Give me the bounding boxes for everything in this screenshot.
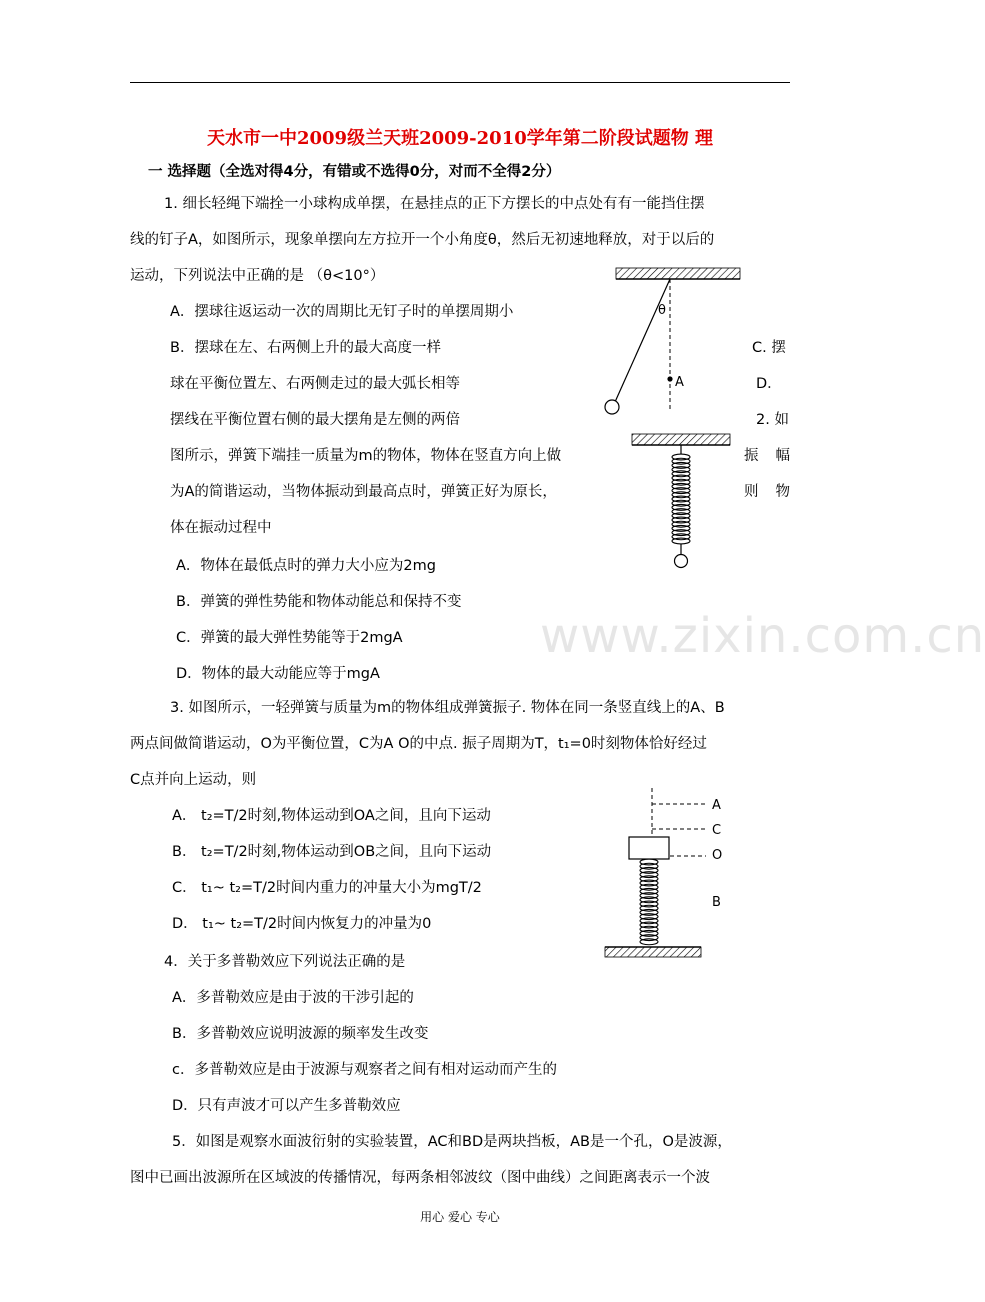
oscillator-block xyxy=(629,837,669,859)
q3-line3: C点并向上运动，则 xyxy=(130,772,257,788)
q3-line1: 3. 如图所示，一轻弹簧与质量为m的物体组成弹簧振子. 物体在同一条竖直线上的A、B xyxy=(170,700,725,716)
spring-coil xyxy=(640,859,658,945)
spring-loop xyxy=(640,939,658,945)
q2-head: 2. 如 xyxy=(756,412,789,428)
q3-line2: 两点间做简谐运动，O为平衡位置，C为A O的中点. 振子周期为T，t₁=0时刻物体恰好经过 xyxy=(130,736,707,752)
section-heading: 一 选择题（全选对得4分，有错或不选得0分，对而不全得2分） xyxy=(148,164,561,180)
pendulum-string xyxy=(615,279,670,402)
pendulum-figure xyxy=(600,262,750,422)
spring-oscillator-figure xyxy=(600,786,740,966)
ceiling-hatch xyxy=(632,434,730,445)
hanging-spring-figure xyxy=(628,432,738,572)
q5-line1: 5．如图是观察水面波衍射的实验装置，AC和BD是两块挡板，AB是一个孔，O是波源， xyxy=(172,1134,732,1150)
q3-option-d: D． t₁~ t₂=T/2时间内恢复力的冲量为0 xyxy=(172,916,432,932)
q2-line1-tail: 振幅 xyxy=(744,448,790,464)
watermark: www.zixin.com.cn xyxy=(540,608,985,664)
q4-line1: 4．关于多普勒效应下列说法正确的是 xyxy=(164,954,406,970)
q3-option-a: A． t₂=T/2时刻,物体运动到OA之间，且向下运动 xyxy=(172,808,491,824)
exam-title: 天水市一中2009级兰天班2009-2010学年第二阶段试题物 理 xyxy=(206,128,714,149)
q2-line2-tail: 则物 xyxy=(744,484,790,500)
level-a-label: A xyxy=(712,798,721,813)
hanging-mass xyxy=(675,555,688,568)
nail-point xyxy=(667,376,672,381)
q3-option-c: C． t₁~ t₂=T/2时间内重力的冲量大小为mgT/2 xyxy=(172,880,482,896)
q1-option-d-tail: 摆线在平衡位置右侧的最大摆角是左侧的两倍 xyxy=(170,412,460,428)
q2-option-b: B．弹簧的弹性势能和物体动能总和保持不变 xyxy=(176,594,462,610)
q1-line3: 运动，下列说法中正确的是 （θ<10°） xyxy=(130,268,385,284)
q4-option-c: c．多普勒效应是由于波源与观察者之间有相对运动而产生的 xyxy=(172,1062,557,1078)
level-c-label: C xyxy=(712,823,722,838)
pendulum-bob xyxy=(605,400,619,414)
nail-label: A xyxy=(675,375,684,390)
header-rule xyxy=(130,82,790,83)
page-footer: 用心 爱心 专心 xyxy=(420,1210,500,1224)
q1-option-c-head: C. 摆 xyxy=(752,340,786,356)
q2-line1: 图所示，弹簧下端挂一质量为m的物体，物体在竖直方向上做 xyxy=(170,448,562,464)
ceiling-hatch xyxy=(616,268,740,279)
q2-line3: 体在振动过程中 xyxy=(170,520,272,536)
spring-loop xyxy=(672,538,690,544)
floor-hatch xyxy=(605,947,701,957)
q4-option-d: D．只有声波才可以产生多普勒效应 xyxy=(172,1098,401,1114)
level-o-label: O xyxy=(712,848,723,863)
q4-option-b: B．多普勒效应说明波源的频率发生改变 xyxy=(172,1026,429,1042)
q1-option-a: A．摆球往返运动一次的周期比无钉子时的单摆周期小 xyxy=(170,304,514,320)
q1-line1: 1. 细长轻绳下端拴一小球构成单摆，在悬挂点的正下方摆长的中点处有有一能挡住摆 xyxy=(164,196,705,212)
q1-option-b: B．摆球在左、右两侧上升的最大高度一样 xyxy=(170,340,441,356)
q3-option-b: B． t₂=T/2时刻,物体运动到OB之间，且向下运动 xyxy=(172,844,492,860)
spring-coil xyxy=(672,454,690,544)
q4-option-a: A．多普勒效应是由于波的干涉引起的 xyxy=(172,990,414,1006)
q1-option-c-tail: 球在平衡位置左、右两侧走过的最大弧长相等 xyxy=(170,376,460,392)
q5-line2: 图中已画出波源所在区域波的传播情况，每两条相邻波纹（图中曲线）之间距离表示一个波 xyxy=(130,1170,710,1186)
q1-option-d-head: D． xyxy=(756,376,782,392)
q2-option-d: D．物体的最大动能应等于mgA xyxy=(176,666,380,682)
q2-option-a: A．物体在最低点时的弹力大小应为2mg xyxy=(176,558,436,574)
theta-label: θ xyxy=(658,303,666,318)
level-b-label: B xyxy=(712,895,721,910)
q1-line2: 线的钉子A，如图所示，现象单摆向左方拉开一个小角度θ，然后无初速地释放，对于以后的 xyxy=(130,232,715,248)
q2-option-c: C．弹簧的最大弹性势能等于2mgA xyxy=(176,630,403,646)
q2-line2: 为A的简谐运动，当物体振动到最高点时，弹簧正好为原长， xyxy=(170,484,557,500)
